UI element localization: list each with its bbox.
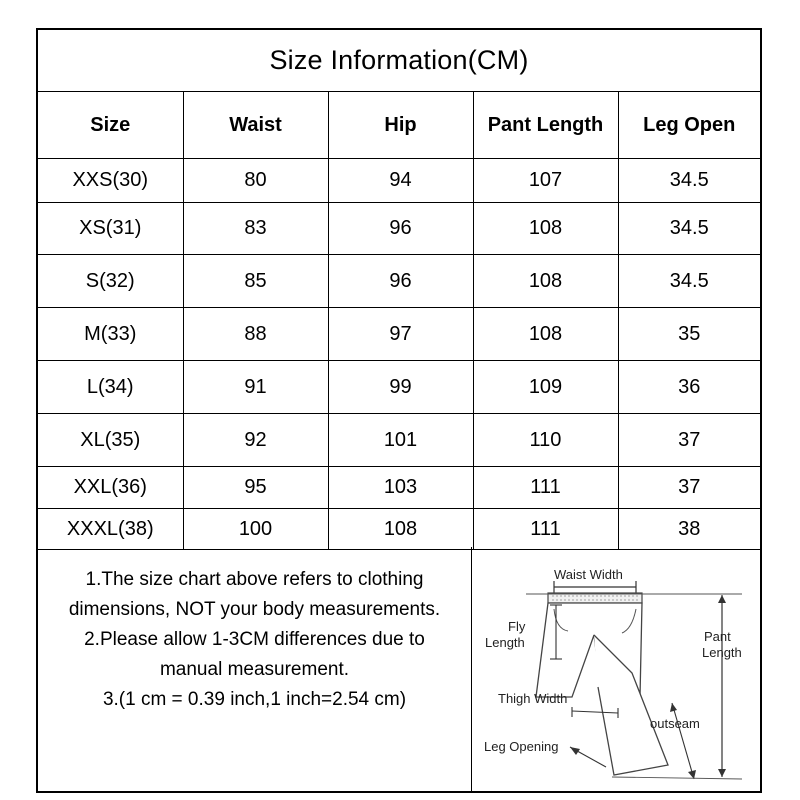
table-row: [38, 361, 760, 414]
note-line: 1.The size chart above refers to clothing: [85, 569, 424, 590]
cell-hip: 103: [328, 467, 473, 509]
cell-pant-length: 111: [473, 509, 618, 550]
note-line: 3.(1 cm = 0.39 inch,1 inch=2.54 cm): [102, 689, 407, 710]
label-fly-length-2: Length: [485, 635, 525, 650]
header-leg-open: Leg Open: [618, 92, 760, 159]
cell-hip: 97: [328, 308, 473, 361]
cell-leg-open: 37: [618, 467, 760, 509]
cell-waist: 80: [183, 159, 328, 203]
label-pant-length-1: Pant: [704, 629, 731, 644]
label-fly-length-1: Fly: [508, 619, 526, 634]
header-waist: Waist: [183, 92, 328, 159]
note-line: dimensions, NOT your body measurements.: [68, 599, 441, 620]
cell-pant-length: 108: [473, 203, 618, 255]
cell-pant-length: 110: [473, 414, 618, 467]
cell-leg-open: 38: [618, 509, 760, 550]
label-pant-length-2: Length: [702, 645, 742, 660]
cell-waist: 88: [183, 308, 328, 361]
header-pant-length: Pant Length: [473, 92, 618, 159]
table-row: [38, 467, 760, 509]
cell-waist: 92: [183, 414, 328, 467]
cell-size: XL(35): [38, 414, 183, 467]
label-waist-width: Waist Width: [554, 567, 623, 582]
cell-size: S(32): [38, 255, 183, 308]
table-header-row: [38, 92, 760, 159]
cell-leg-open: 36: [618, 361, 760, 414]
cell-size: L(34): [38, 361, 183, 414]
cell-pant-length: 111: [473, 467, 618, 509]
cell-hip: 94: [328, 159, 473, 203]
table-row: [38, 255, 760, 308]
cell-leg-open: 37: [618, 414, 760, 467]
size-table: [38, 92, 760, 550]
cell-pant-length: 108: [473, 255, 618, 308]
size-notes: [38, 547, 472, 791]
cell-hip: 101: [328, 414, 473, 467]
cell-waist: 100: [183, 509, 328, 550]
cell-hip: 108: [328, 509, 473, 550]
cell-size: M(33): [38, 308, 183, 361]
cell-hip: 96: [328, 203, 473, 255]
pants-illustration: [472, 547, 760, 791]
label-thigh-width: Thigh Width: [498, 691, 568, 706]
table-row: [38, 308, 760, 361]
cell-pant-length: 108: [473, 308, 618, 361]
cell-leg-open: 34.5: [618, 159, 760, 203]
table-row: [38, 509, 760, 550]
cell-hip: 99: [328, 361, 473, 414]
cell-pant-length: 107: [473, 159, 618, 203]
cell-leg-open: 34.5: [618, 203, 760, 255]
header-size: Size: [38, 92, 183, 159]
chart-title: Size Information(CM): [38, 30, 760, 92]
cell-waist: 85: [183, 255, 328, 308]
table-row: [38, 203, 760, 255]
cell-pant-length: 109: [473, 361, 618, 414]
cell-leg-open: 35: [618, 308, 760, 361]
cell-size: XS(31): [38, 203, 183, 255]
label-leg-opening: Leg Opening: [484, 739, 559, 754]
note-line: 2.Please allow 1-3CM differences due to: [84, 629, 425, 650]
cell-hip: 96: [328, 255, 473, 308]
cell-size: XXS(30): [38, 159, 183, 203]
cell-size: XXL(36): [38, 467, 183, 509]
header-hip: Hip: [328, 92, 473, 159]
label-outseam: outseam: [650, 716, 700, 731]
pants-measurement-diagram: [472, 547, 760, 791]
cell-size: XXXL(38): [38, 509, 183, 550]
table-row: [38, 159, 760, 203]
size-chart: [36, 28, 762, 793]
cell-leg-open: 34.5: [618, 255, 760, 308]
cell-waist: 95: [183, 467, 328, 509]
cell-waist: 91: [183, 361, 328, 414]
cell-waist: 83: [183, 203, 328, 255]
table-row: [38, 414, 760, 467]
note-line: manual measurement.: [159, 659, 350, 680]
